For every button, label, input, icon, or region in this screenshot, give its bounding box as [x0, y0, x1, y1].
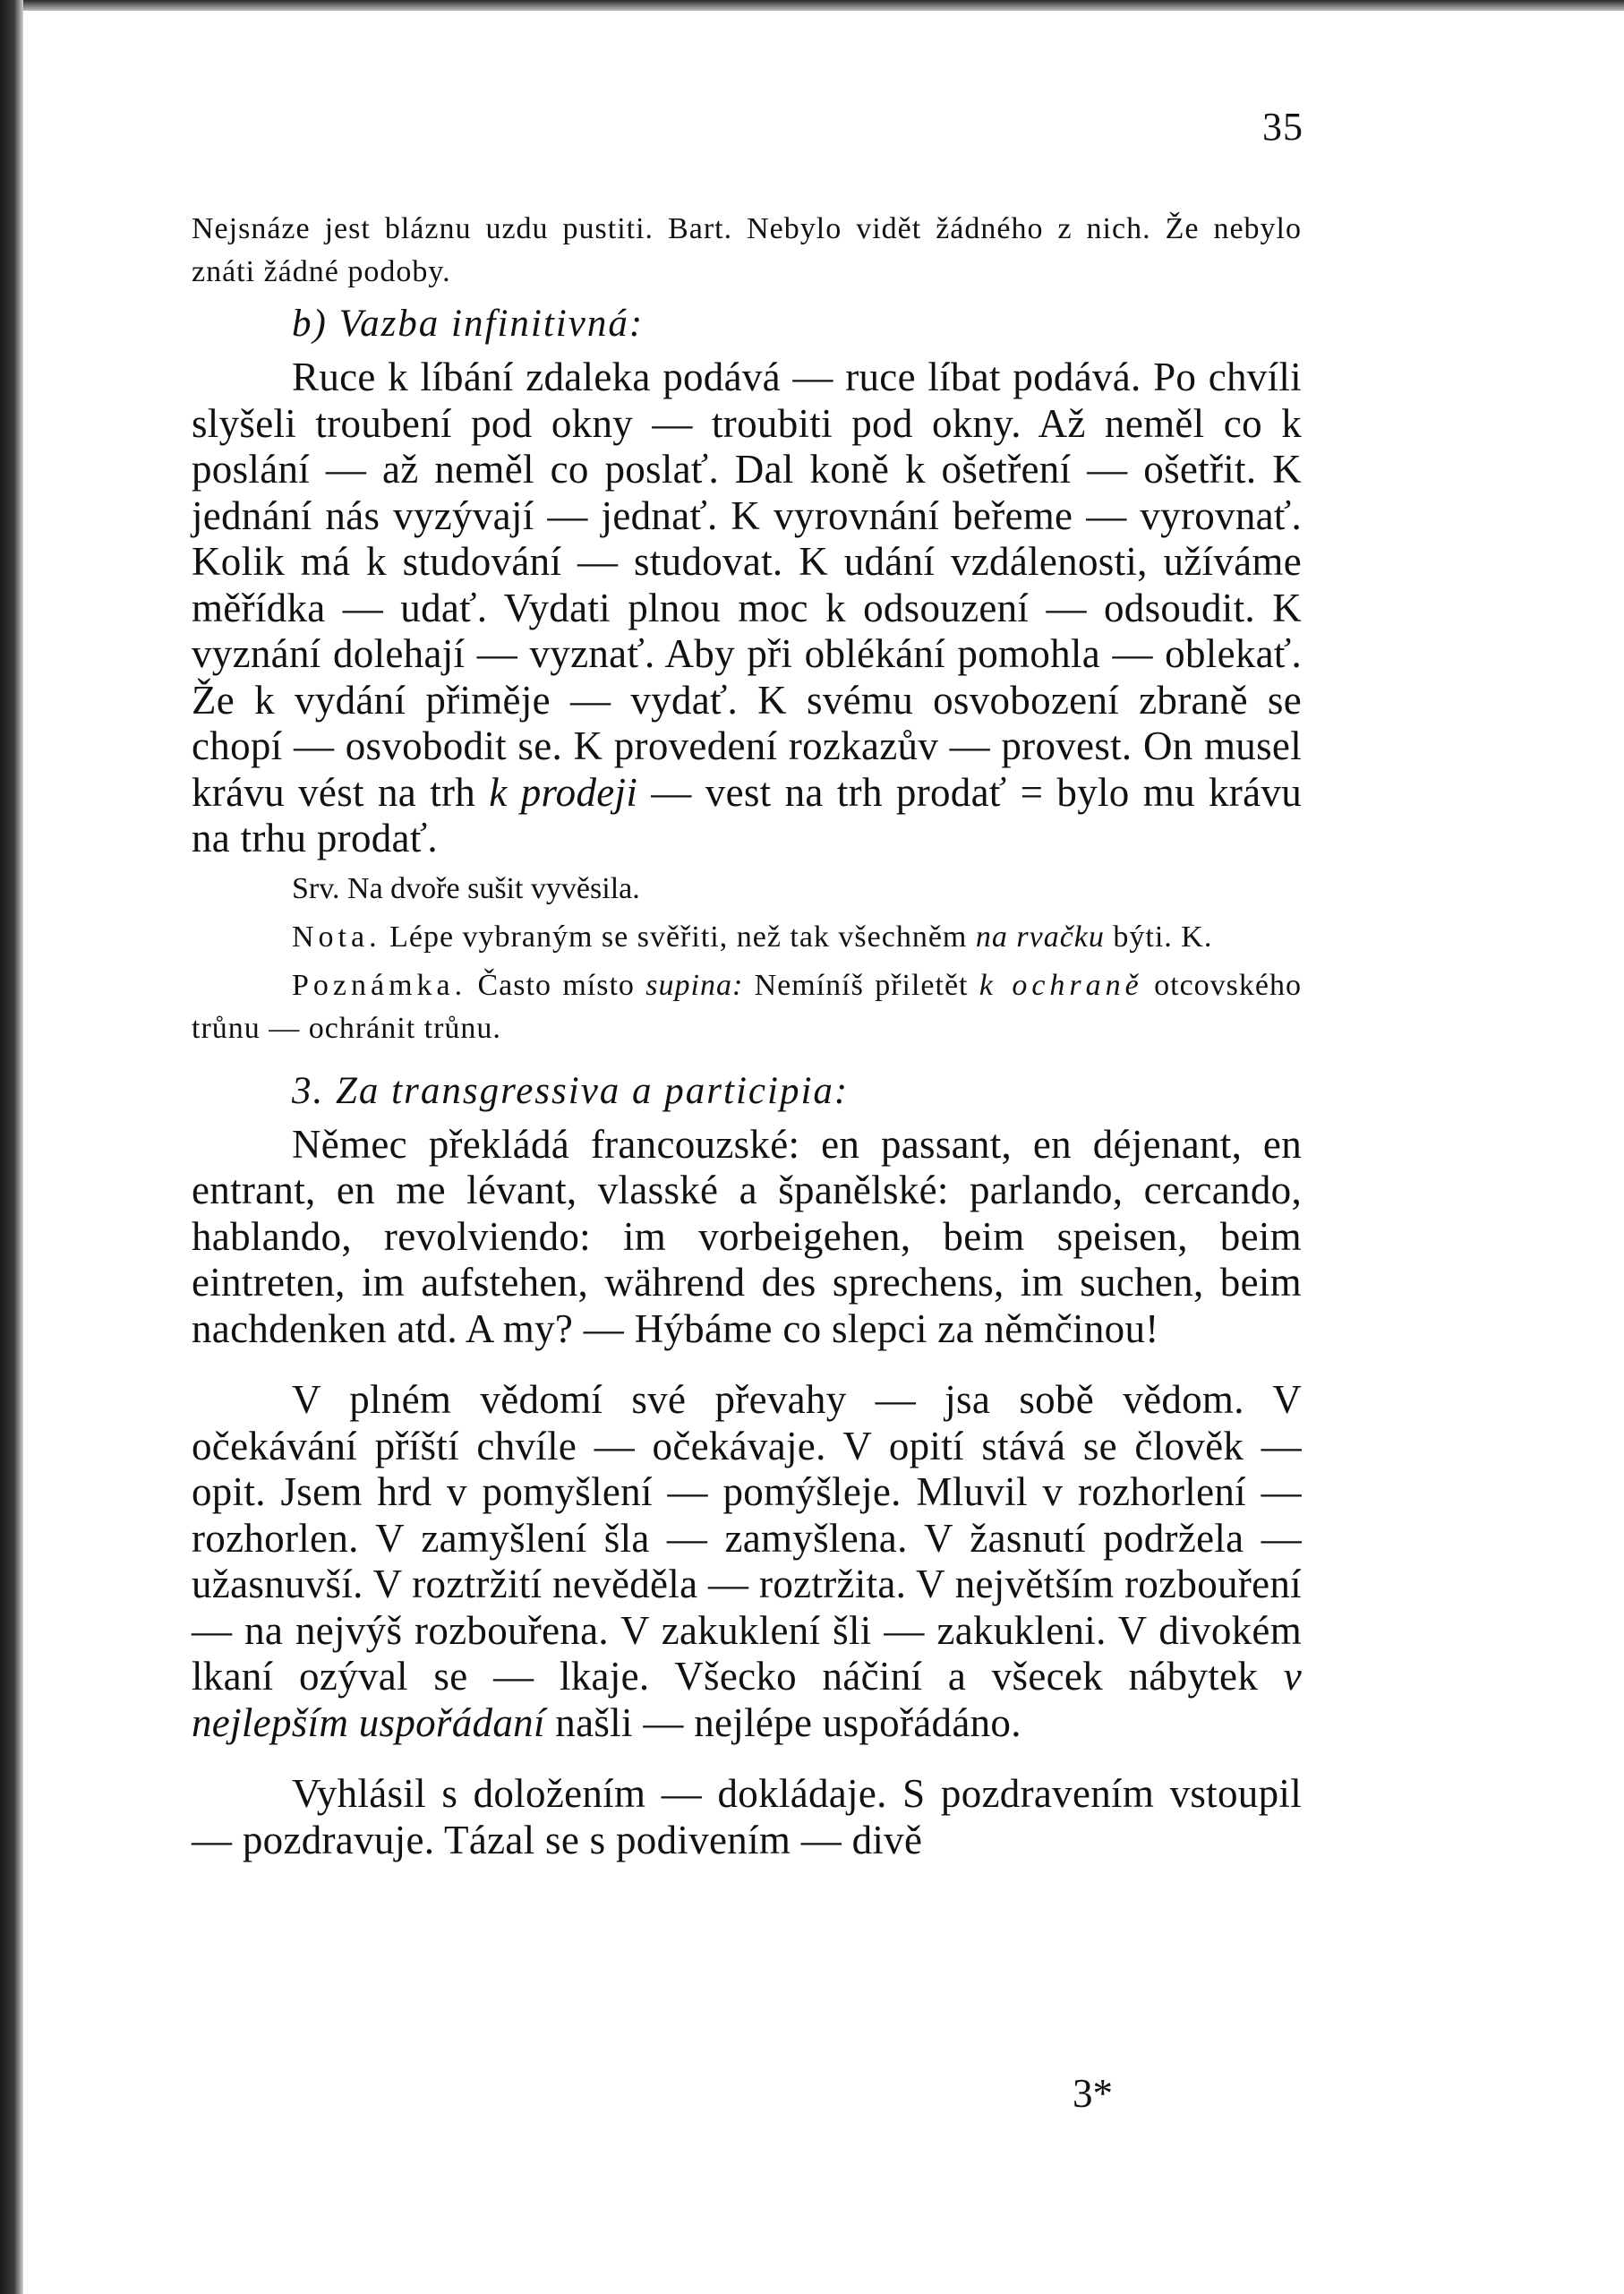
note-text: otcovského trůnu — ochránit trůnu. — [192, 968, 1302, 1045]
italic-phrase: supina: — [645, 968, 744, 1002]
paragraph-text: Vyhlásil s doložením — dokládaje. S pozdravením vstoupil — pozdravuje. Tázal se s podivením — divě — [192, 1771, 1302, 1862]
section-heading-3: 3. Za transgressiva a participia: — [292, 1069, 850, 1112]
note-label: Nota. — [292, 920, 381, 954]
italic-phrase: k prodeji — [489, 769, 638, 815]
note-text: býti. K. — [1104, 920, 1213, 954]
note-text: Srv. Na dvoře sušit vyvěsila. — [292, 871, 640, 905]
paragraph-transgressive-intro — [192, 1122, 1302, 1353]
note-label: Poznámka. — [292, 968, 467, 1002]
paragraph-examples-opening — [192, 208, 1302, 294]
note-poznamka — [192, 964, 1302, 1050]
italic-phrase: v nejlepším uspořádaní — [192, 1654, 1302, 1745]
note-text: Lépe vybraným se svěřiti, než tak všechněm — [380, 920, 976, 954]
note-srv — [192, 868, 1302, 911]
italic-phrase: na rvačku — [975, 920, 1105, 954]
paragraph-transgressive-examples — [192, 1377, 1302, 1746]
note-text: Často místo — [466, 968, 646, 1002]
page-body — [192, 208, 1302, 1863]
paragraph-final — [192, 1771, 1302, 1863]
italic-phrase: k ochraně — [979, 968, 1143, 1002]
paragraph-text: Ruce k líbání zdaleka podává — ruce líbat podává. Po chvíli slyšeli troubení pod okny — troubiti pod okny. Až neměl co k poslání — až neměl co poslať. Dal koně k ošetření — ošetřit. K jednání nás vyzývají — jednať. K vyrovnání beřeme — vyrovnať. Kolik má k studování — studovat. K udání vzdálenosti, užíváme měřídka — udať. Vydati plnou moc k odsouzení — odsoudit. K vyznání dolehají — vyznať. Aby při oblékání pomohla — oblekať. Že k vydání přiměje — vydať. K svému osvobození zbraně se chopí — osvobodit se. K provedení rozkazův — provest. On musel krávu vést na trh — [192, 355, 1302, 815]
paragraph-text: našli — nejlépe uspořádáno. — [544, 1699, 1021, 1745]
paragraph-infinitive-examples — [192, 355, 1302, 862]
signature-mark: 3* — [1073, 2071, 1113, 2116]
paragraph-text: V plném vědomí své převahy — jsa sobě vědom. V očekávání příští chvíle — očekávaje. V opití stává se člověk — opit. Jsem hrd v pomyšlení — pomýšleje. Mluvil v rozhorlení — rozhorlen. V zamyšlení šla — zamyšlena. V žasnutí podržela — užasnuvší. V roztržití nevěděla — roztržita. V největším rozbouření — na nejvýš rozbouřena. V zakuklení šli — zakukleni. V divokém lkaní ozýval se — lkaje. Všecko náčiní a všecek nábytek — [192, 1377, 1302, 1699]
page-number: 35 — [1262, 105, 1303, 149]
note-nota — [192, 916, 1302, 959]
paragraph-text: — vest na trh prodať = bylo mu krávu na trhu prodať. — [192, 769, 1302, 860]
scan-edge-top — [0, 0, 1624, 11]
scan-edge-left — [0, 0, 23, 2294]
note-text: Nemíníš přiletět — [743, 968, 979, 1002]
section-heading-b: b) Vazba infinitivná: — [292, 303, 645, 345]
paragraph-text: Nejsnáze jest bláznu uzdu pustiti. Bart. Nebylo vidět žádného z nich. Že nebylo znáti žádné podoby. — [192, 212, 1302, 288]
paragraph-text: Němec překládá francouzské: en passant, en déjenant, en entrant, en me lévant, vlasské a španělské: parlando, cercando, hablando, revolviendo: im vorbeigehen, beim speisen, beim eintreten, im aufstehen, während des sprechens, im suchen, beim nachdenken atd. A my? — Hýbáme co slepci za němčinou! — [192, 1121, 1302, 1351]
